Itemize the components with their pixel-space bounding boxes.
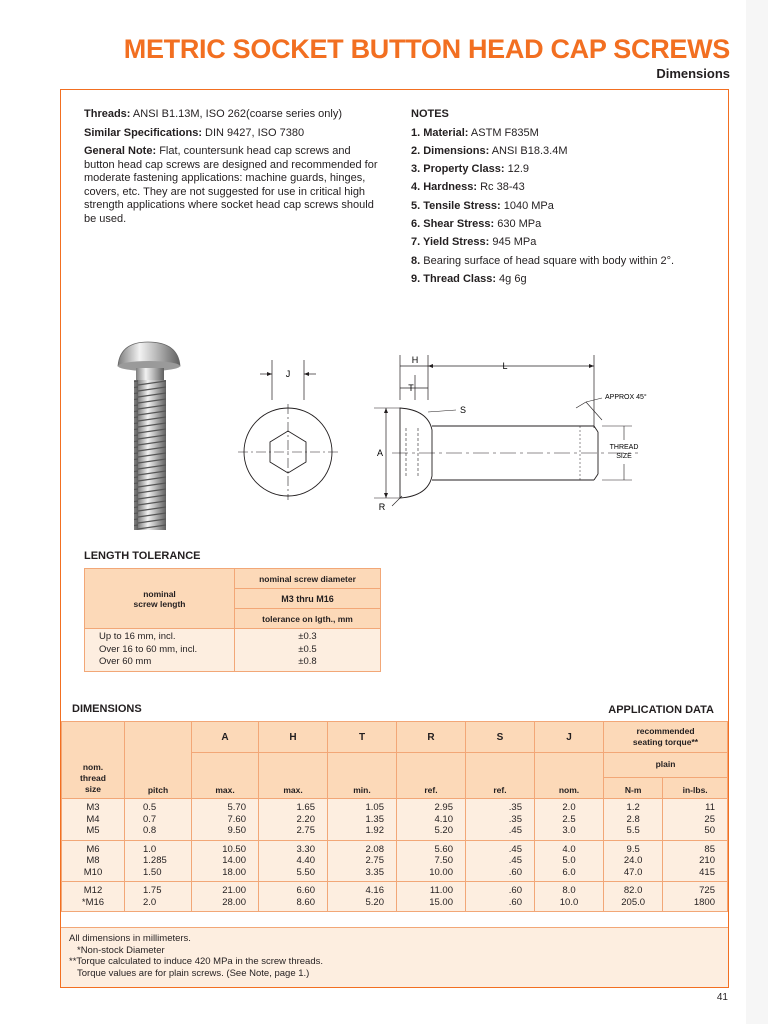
length-tolerance-title: LENGTH TOLERANCE [84, 550, 201, 562]
col-t-header: T [328, 722, 397, 753]
a-sub: max. [192, 753, 259, 799]
dim-label-s: S [460, 405, 467, 415]
notes-heading: NOTES [411, 108, 449, 120]
table-footnotes [61, 927, 728, 987]
threads-spec: Threads: ANSI B1.13M, ISO 262(coarse series only) [84, 108, 343, 120]
nm-header: N-m [604, 778, 663, 799]
tolerance-sub-header: tolerance on lgth., mm [235, 609, 381, 629]
page-subtitle: Dimensions [656, 66, 730, 81]
dim-label-j: J [285, 369, 291, 379]
thread-size-label-2: SIZE [616, 453, 632, 460]
footnote-torque: **Torque calculated to induce 420 MPa in the screw threads. [69, 956, 324, 967]
note-item: 8. Bearing surface of head square with body within 2°. [411, 254, 675, 267]
side-view-drawing [370, 350, 660, 515]
dimensions-title: DIMENSIONS [72, 703, 142, 715]
dim-label-r: R [378, 502, 386, 512]
dim-label-h: H [411, 355, 419, 365]
dim-label-t: T [408, 383, 414, 393]
application-data-title: APPLICATION DATA [608, 704, 714, 716]
specifications-block [84, 108, 384, 231]
note-item: 5. Tensile Stress: 1040 MPa [411, 199, 554, 212]
length-col-header: nominal screw length [85, 569, 235, 629]
note-item: 6. Shear Stress: 630 MPa [411, 217, 542, 230]
length-values: Up to 16 mm, incl. Over 16 to 60 mm, incl. Over 60 mm [85, 629, 235, 672]
screw-photo [110, 338, 190, 533]
page-number: 41 [716, 992, 728, 1003]
table-row: M3 M4 M5 0.5 0.7 0.8 5.70 7.60 9.50 1.65 2.20 2.75 1.05 1.35 1.92 2.95 4.10 5.20 .35 .35 .45 2.0 2.5 3.0 1.2 2.8 5.5 11 25 50 [62, 799, 728, 841]
pitch-header: pitch [125, 722, 192, 799]
torque-header: recommended seating torque** [604, 722, 728, 753]
footnote-units: All dimensions in millimeters. [69, 933, 191, 944]
s-sub: ref. [466, 753, 535, 799]
notes-block [411, 108, 711, 291]
page-title: METRIC SOCKET BUTTON HEAD CAP SCREWS [123, 34, 730, 64]
note-item: 3. Property Class: 12.9 [411, 163, 530, 176]
r-sub: ref. [397, 753, 466, 799]
approx-45-label: APPROX 45° [605, 394, 647, 401]
length-tolerance-table [84, 568, 381, 672]
note-item: 1. Material: ASTM F835M [411, 126, 539, 139]
j-sub: nom. [535, 753, 604, 799]
col-s-header: S [466, 722, 535, 753]
note-item: 2. Dimensions: ANSI B18.3.4M [411, 144, 568, 157]
page-edge-band [746, 0, 768, 1024]
col-r-header: R [397, 722, 466, 753]
h-sub: max. [259, 753, 328, 799]
note-item: 9. Thread Class: 4g 6g [411, 272, 527, 285]
end-view-drawing [238, 360, 338, 500]
diameter-range: M3 thru M16 [235, 589, 381, 609]
plain-header: plain [604, 753, 728, 778]
dim-label-a: A [376, 448, 384, 458]
nom-size-header: nom. thread size [62, 722, 125, 799]
col-h-header: H [259, 722, 328, 753]
footnote-nonstock: *Non-stock Diameter [77, 944, 165, 956]
dim-label-l: L [502, 361, 508, 371]
inlbs-header: in-lbs. [663, 778, 728, 799]
similar-spec: Similar Specifications: DIN 9427, ISO 7380 [84, 126, 305, 139]
note-item: 4. Hardness: Rc 38-43 [411, 181, 525, 194]
general-note: General Note: Flat, countersunk head cap screws and button head cap screws are designed and recommended for moderate fastening applications: machine guards, hinges, covers, etc. They are not suggested for use in critical high strength applications where socket head cap screws should be used. [84, 145, 378, 225]
table-row: M6 M8 M10 1.0 1.285 1.50 10.50 14.00 18.00 3.30 4.40 5.50 2.08 2.75 3.35 5.60 7.50 10.00 .45 .45 .60 4.0 5.0 6.0 9.5 24.0 47.0 85 210 415 [62, 840, 728, 882]
thread-size-label: THREAD [609, 444, 639, 451]
t-sub: min. [328, 753, 397, 799]
diameter-col-header: nominal screw diameter [235, 569, 381, 589]
table-row: M12 *M16 1.75 2.0 21.00 28.00 6.60 8.60 4.16 5.20 11.00 15.00 .60 .60 8.0 10.0 82.0 205.0 725 1800 [62, 882, 728, 912]
col-j-header: J [535, 722, 604, 753]
dimensions-table [61, 721, 728, 912]
tolerance-values: ±0.3 ±0.5 ±0.8 [235, 629, 381, 672]
note-item: 7. Yield Stress: 945 MPa [411, 236, 537, 249]
col-a-header: A [192, 722, 259, 753]
footnote-plain: Torque values are for plain screws. (See Note, page 1.) [77, 967, 310, 979]
